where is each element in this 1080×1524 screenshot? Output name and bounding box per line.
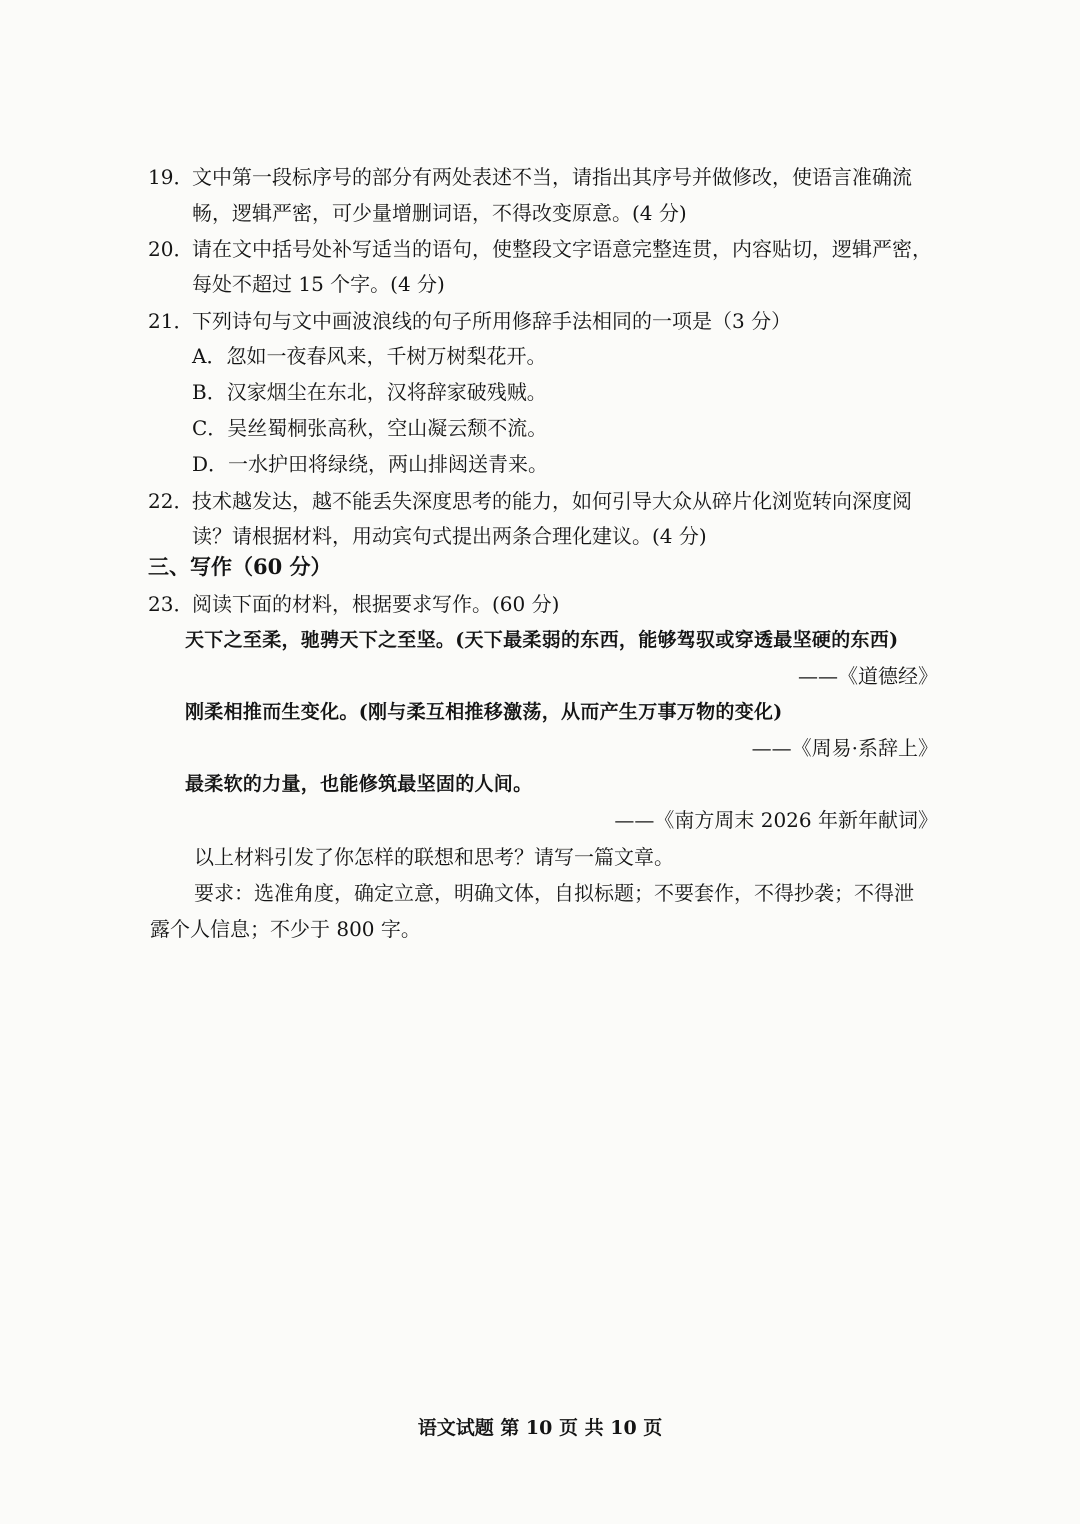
question-22-line2: 读？请根据材料，用动宾句式提出两条合理化建议。(4 分) xyxy=(192,524,707,548)
question-23-text: 阅读下面的材料，根据要求写作。(60 分) xyxy=(192,592,560,616)
page-footer: 语文试题 第 10 页 共 10 页 xyxy=(417,1417,663,1439)
question-21-text: 下列诗句与文中画波浪线的句子所用修辞手法相同的一项是（3 分） xyxy=(192,309,792,333)
quote-1-source: ——《道德经》 xyxy=(798,664,938,688)
quote-1-text: 天下之至柔，驰骋天下之至坚。(天下最柔弱的东西，能够驾驭或穿透最坚硬的东西) xyxy=(185,629,899,651)
question-20-text: 请在文中括号处补写适当的语句，使整段文字语意完整连贯，内容贴切，逻辑严密， xyxy=(192,237,932,261)
question-23-line1 xyxy=(148,590,559,618)
writing-requirements-line1: 要求：选准角度，确定立意，明确文体，自拟标题；不要套作，不得抄袭；不得泄 xyxy=(194,881,914,905)
question-19-line2: 畅，逻辑严密，可少量增删词语，不得改变原意。(4 分) xyxy=(192,201,687,225)
writing-requirements-line2: 露个人信息；不少于 800 字。 xyxy=(150,917,421,941)
question-21-option-b: B．汉家烟尘在东北，汉将辞家破残贼。 xyxy=(192,380,547,404)
question-23-number: 23． xyxy=(148,592,194,616)
question-20-number: 20． xyxy=(148,237,194,261)
quote-2-source: ——《周易·系辞上》 xyxy=(751,736,938,760)
quote-3-text: 最柔软的力量，也能修筑最坚固的人间。 xyxy=(185,773,533,795)
question-21-option-d: D．一水护田将绿绕，两山排闼送青来。 xyxy=(192,452,549,476)
question-22-text: 技术越发达，越不能丢失深度思考的能力，如何引导大众从碎片化浏览转向深度阅 xyxy=(192,489,912,513)
question-19-number: 19． xyxy=(148,165,194,189)
question-21-option-a: A．忽如一夜春风来，千树万树梨花开。 xyxy=(192,344,547,368)
question-19-text: 文中第一段标序号的部分有两处表述不当，请指出其序号并做修改，使语言准确流 xyxy=(192,165,912,189)
section-3-heading: 三、写作（60 分） xyxy=(148,554,332,579)
question-22-line1 xyxy=(148,487,912,515)
question-21-option-c: C．吴丝蜀桐张高秋，空山凝云颓不流。 xyxy=(192,416,548,440)
quote-3-source: ——《南方周末 2026 年新年献词》 xyxy=(614,808,938,832)
question-21-number: 21． xyxy=(148,309,194,333)
question-20-line2: 每处不超过 15 个字。(4 分) xyxy=(192,272,445,296)
quote-2-text: 刚柔相推而生变化。(刚与柔互相推移激荡，从而产生万事万物的变化) xyxy=(185,701,783,723)
question-20-line1 xyxy=(148,235,932,263)
question-21-line1 xyxy=(148,307,791,335)
writing-prompt: 以上材料引发了你怎样的联想和思考？请写一篇文章。 xyxy=(194,845,674,869)
question-19-line1 xyxy=(148,163,912,191)
question-22-number: 22． xyxy=(148,489,194,513)
